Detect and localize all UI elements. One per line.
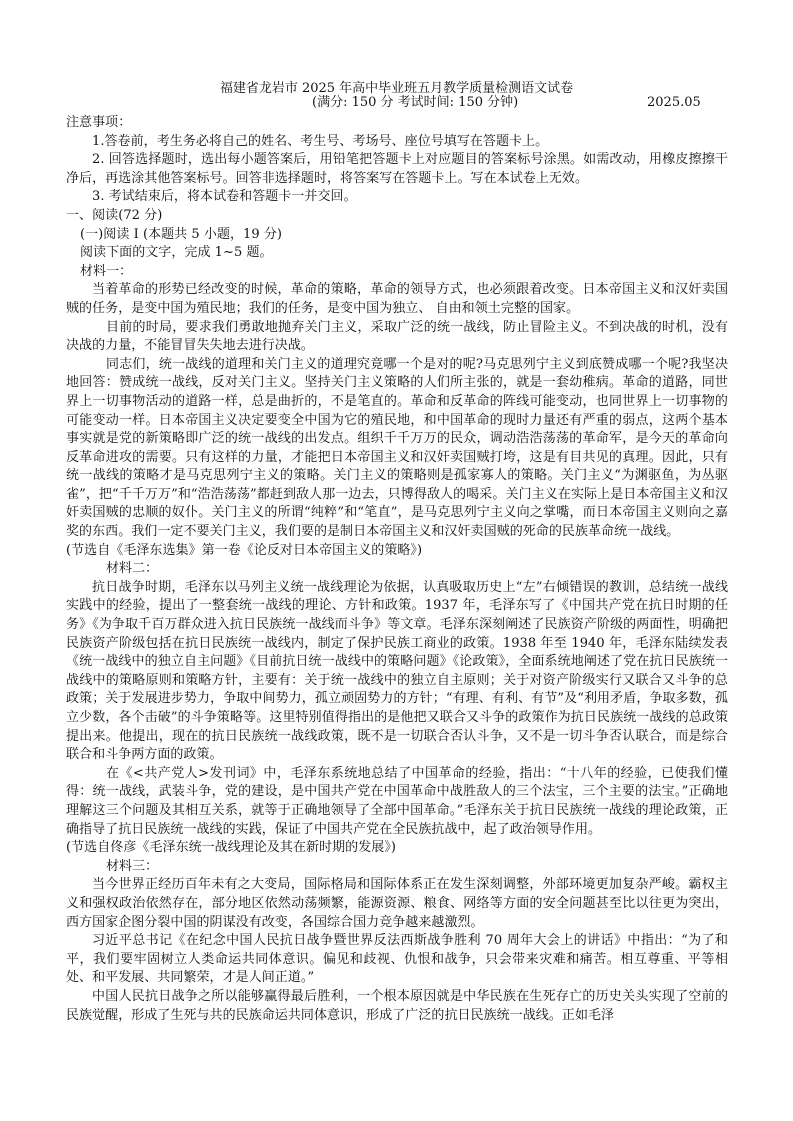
material-1-source: (节选自《毛泽东选集》第一卷《论反对日本帝国主义的策略》): [66, 542, 423, 558]
material-1-label: 材料一：: [80, 263, 133, 279]
notice-item-1: 1.答卷前，考生务必将自己的姓名、考生号、考场号、座位号填写在答题卡上。: [92, 133, 549, 149]
section-instruction: 阅读下面的文字，完成 1~5 题。: [80, 245, 273, 261]
material-2-paragraph: 在《<共产党人>发刊词》中，毛泽东系统地总结了中国革命的经验，指出：“十八年的经验，已使我们懂得：统一战线，武装斗争，党的建设，是中国共产党在中国革命中战胜敌人的三个法宝，三个主要的法宝。”正确地理解这三个问题及其相互关系，就等于正确地领导了全部中国革命。”毛泽东关于抗日民族统一战线的理论政策，正确指导了抗日民族统一战线的实践，保证了中国共产党在全民族抗战中，起了政治领导作用。: [66, 765, 728, 837]
material-1-paragraph: 同志们，统一战线的道理和关门主义的道理究竟哪一个是对的呢?马克思列宁主义到底赞成哪一个呢?我坚决地回答：赞成统一战线，反对关门主义。坚持关门主义策略的人们所主张的，就是一套幼稚病。革命的道路，同世界上一切事物活动的道路一样，总是曲折的，不是笔直的。革命和反革命的阵线可能变动，也同世界上一切事物的可能变动一样。日本帝国主义决定要变全中国为它的殖民地，和中国革命的现时力量还有严重的弱点，这两个基本事实就是党的新策略即广泛的统一战线的出发点。组织千千万万的民众，调动浩浩荡荡的革命军，是今天的革命向反革命进攻的需要。只有这样的力量，才能把日本帝国主义和汉奸卖国贼打垮，这是有目共见的真理。因此，只有统一战线的策略才是马克思列宁主义的策略。关门主义的策略则是孤家寡人的策略。关门主义“为渊驱鱼，为丛驱雀”，把“千千万万”和“浩浩荡荡”都赶到敌人那一边去，只博得敌人的喝采。关门主义在实际上是日本帝国主义和汉奸卖国贼的忠顺的奴仆。关门主义的所谓“纯粹”和“笔直”，是马克思列宁主义向之掌嘴，而日本帝国主义则向之嘉奖的东西。我们一定不要关门主义，我们要的是制日本帝国主义和汉奸卖国贼的死命的民族革命统一战线。: [66, 356, 728, 540]
notice-heading: 注意事项：: [66, 115, 132, 130]
exam-content: [66, 114, 728, 1025]
section-heading: 一、阅读(72 分): [66, 207, 163, 223]
material-2-label: 材料二：: [106, 561, 159, 577]
material-2-paragraph: 抗日战争时期，毛泽东以马列主义统一战线理论为依据，认真吸取历史上“左”右倾错误的教训，总结统一战线实践中的经验，提出了一整套统一战线的理论、方针和政策。1937 年，毛泽东写了《中国共产党在抗日时期的任务》《为争取千百万群众进入抗日民族统一战线而斗争》等文章。毛泽东深刻阐述了民族资产阶级的两面性，明确把民族资产阶级包括在抗日民族统一战线内，制定了保护民族工商业的政策。1938 年至 1940 年，毛泽东陆续发表《统一战线中的独立自主问题》《目前抗日统一战线中的策略问题》《论政策》，全面系统地阐述了党在抗日民族统一战线中的策略原则和策略方针，主要有：关于统一战线中的独立自主原则；关于对资产阶级实行又联合又斗争的总政策；关于发展进步势力，争取中间势力，孤立顽固势力的方针；“有理、有利、有节”及“利用矛盾，争取多数，孤立少数，各个击破”的斗争策略等。这里特别值得指出的是他把又联合又斗争的政策作为抗日民族统一战线的总政策提出来。他提出，现在的抗日民族统一战线政策，既不是一切联合否认斗争，又不是一切斗争否认联合，而是综合联合和斗争两方面的政策。: [66, 579, 728, 763]
exam-subtitle: (满分: 150 分 考试时间: 150 分钟): [312, 95, 519, 110]
notice-item-2: 2. 回答选择题时，选出每小题答案后，用铅笔把答题卡上对应题目的答案标号涂黑。如需改动，用橡皮擦擦干净后，再选涂其他答案标号。回答非选择题时，将答案写在答题卡上。写在本试卷上无效。: [66, 152, 728, 186]
material-3-label: 材料三：: [106, 858, 159, 874]
exam-date: 2025.05: [647, 95, 701, 110]
material-3-paragraph: 中国人民抗日战争之所以能够赢得最后胜利，一个根本原因就是中华民族在生死存亡的历史关头实现了空前的民族觉醒，形成了生死与共的民族命运共同体意识，形成了广泛的抗日民族统一战线。正如毛泽: [66, 988, 728, 1023]
material-1-paragraph: 当着革命的形势已经改变的时候，革命的策略，革命的领导方式，也必须跟着改变。日本帝国主义和汉奸卖国贼的任务，是变中国为殖民地；我们的任务，是变中国为独立、 自由和领土完整的国家。: [66, 282, 728, 316]
notice-item-3: 3. 考试结束后，将本试卷和答题卡一并交回。: [92, 189, 357, 205]
material-3-paragraph: 当今世界正经历百年未有之大变局，国际格局和国际体系正在发生深刻调整，外部环境更加复杂严峻。霸权主义和强权政治依然存在，部分地区依然动荡频繁，能源资源、粮食、网络等方面的安全问题甚至比以往更为突出，西方国家企图分裂中国的阴谋没有改变，各国综合国力竞争越来越激烈。: [66, 877, 728, 930]
material-1-paragraph: 目前的时局，要求我们勇敢地抛弃关门主义，采取广泛的统一战线，防止冒险主义。不到决战的时机，没有决战的力量，不能冒冒失失地去进行决战。: [66, 319, 728, 354]
material-2-source: (节选自佟彦《毛泽东统一战线理论及其在新时期的发展》): [66, 840, 396, 856]
page-title: 福建省龙岩市 2025 年高中毕业班五月教学质量检测语文试卷: [219, 81, 574, 96]
section-subheading: (一)阅读 I (本题共 5 小题，19 分): [80, 226, 283, 242]
material-3-paragraph: 习近平总书记《在纪念中国人民抗日战争暨世界反法西斯战争胜利 70 周年大会上的讲话》中指出：“为了和平，我们要牢固树立人类命运共同体意识。偏见和歧视、仇恨和战争，只会带来灾难和痛苦。相互尊重、平等相处、和平发展、共同繁荣，才是人间正道。”: [66, 933, 728, 986]
